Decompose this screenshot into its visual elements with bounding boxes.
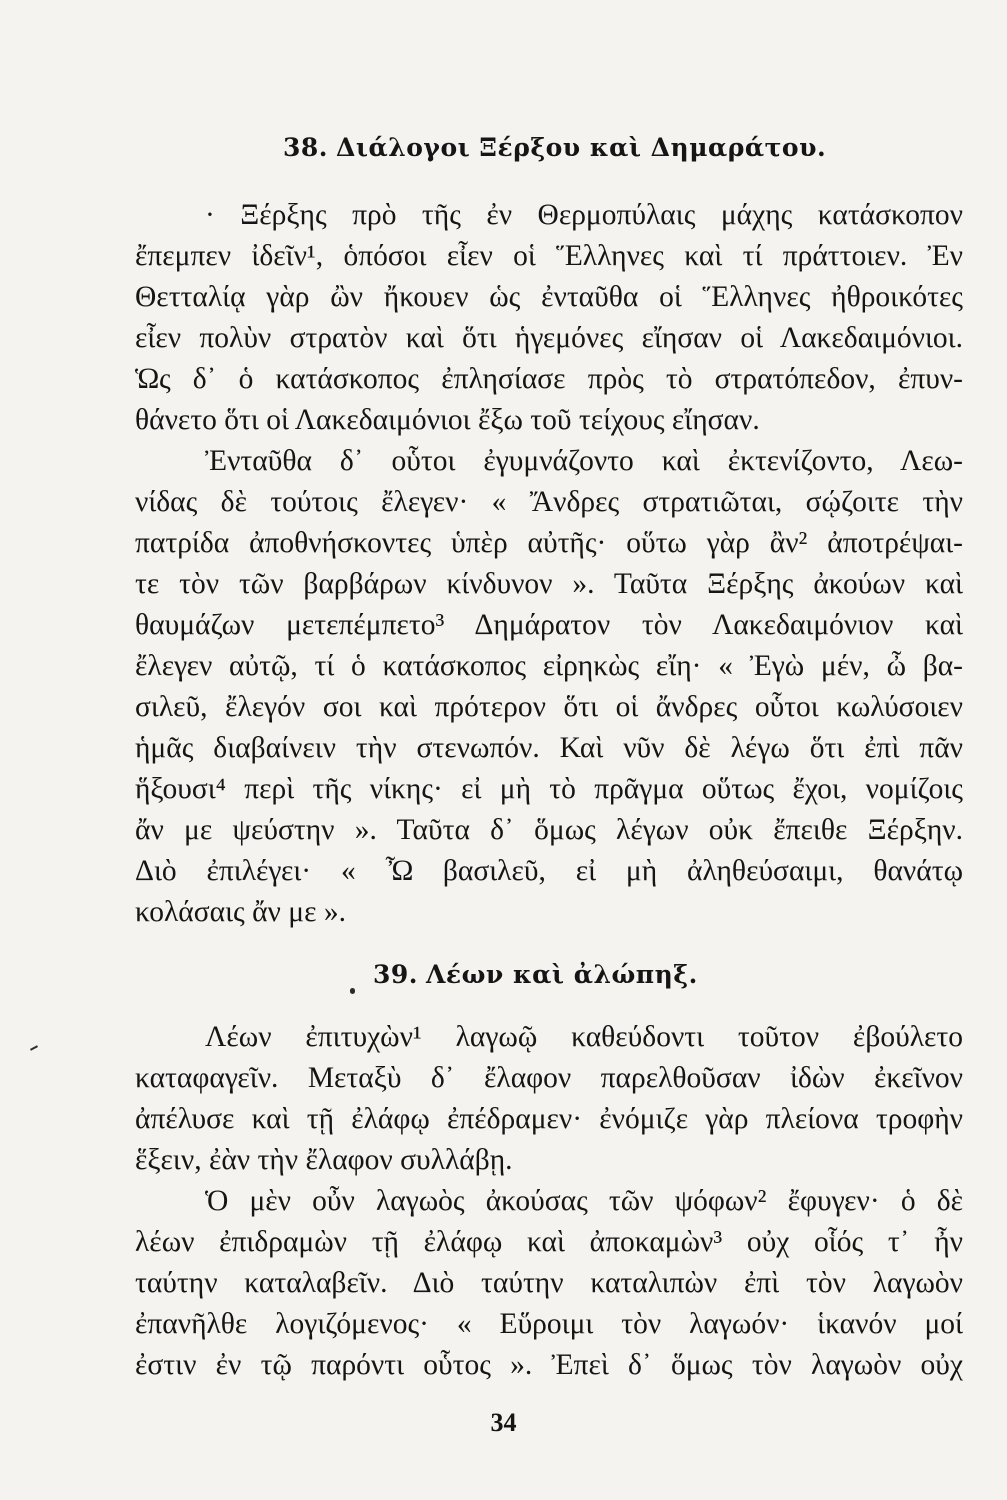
- text-line: θάνετο ὅτι οἱ Λακεδαιμόνιοι ἔξω τοῦ τείχους εἴησαν.: [135, 404, 760, 436]
- text-line: Ὁ μὲν οὖν λαγωὸς ἀκούσας τῶν ψόφων² ἔφυγεν· ὁ δὲ: [205, 1185, 963, 1217]
- text-line: ἡμᾶς διαβαίνειν τὴν στενωπόν. Καὶ νῦν δὲ λέγω ὅτι ἐπὶ πᾶν: [135, 732, 963, 764]
- text-line: Ὡς δ᾽ ὁ κατάσκοπος ἐπλησίασε πρὸς τὸ στρατόπεδον, ἐπυν-: [135, 363, 963, 395]
- text-line: εἶεν πολὺν στρατὸν καὶ ὅτι ἡγεμόνες εἴησαν οἱ Λακεδαιμόνιοι.: [135, 322, 963, 354]
- section-38-text: [135, 195, 963, 933]
- text-line: καταφαγεῖν. Μεταξὺ δ᾽ ἔλαφον παρελθοῦσαν ἰδὼν ἐκεῖνον: [135, 1062, 963, 1094]
- text-line: Ἐνταῦθα δ᾽ οὗτοι ἐγυμνάζοντο καὶ ἐκτενίζοντο, Λεω-: [205, 445, 963, 477]
- text-line: · Ξέρξης πρὸ τῆς ἐν Θερμοπύλαις μάχης κατάσκοπον: [205, 199, 963, 231]
- text-line: ἄν με ψεύστην ». Ταῦτα δ᾽ ὅμως λέγων οὐκ ἔπειθε Ξέρξην.: [135, 814, 963, 846]
- section-39-title: Λέων καὶ ἀλώπηξ.: [426, 960, 698, 989]
- text-line: ἕξειν, ἐὰν τὴν ἔλαφον συλλάβῃ.: [135, 1144, 513, 1176]
- section-39-number: 39.: [373, 960, 418, 989]
- section-38-title: Διάλογοι Ξέρξου καὶ Δημαράτου.: [336, 133, 827, 162]
- text-line: λέων ἐπιδραμὼν τῇ ἐλάφῳ καὶ ἀποκαμὼν³ οὐχ οἷός τ᾽ ἦν: [135, 1226, 963, 1258]
- text-line: νίδας δὲ τούτοις ἔλεγεν· « Ἄνδρες στρατιῶται, σῴζοιτε τὴν: [135, 486, 963, 518]
- section-39-heading: [373, 960, 698, 989]
- text-line: ἔπεμπεν ἰδεῖν¹, ὁπόσοι εἶεν οἱ Ἕλληνες καὶ τί πράττοιεν. Ἐν: [135, 240, 963, 272]
- text-line: ταύτην καταλαβεῖν. Διὸ ταύτην καταλιπὼν ἐπὶ τὸν λαγωὸν: [135, 1267, 963, 1299]
- ink-dot: [350, 988, 355, 994]
- text-line: ἐστιν ἐν τῷ παρόντι οὗτος ». Ἐπεὶ δ᾽ ὅμως τὸν λαγωὸν οὐχ: [135, 1349, 963, 1381]
- ink-mark: [30, 1045, 38, 1051]
- text-line: Διὸ ἐπιλέγει· « Ὦ βασιλεῦ, εἰ μὴ ἀληθεύσαιμι, θανάτῳ: [135, 855, 963, 887]
- text-line: σιλεῦ, ἔλεγόν σοι καὶ πρότερον ὅτι οἱ ἄνδρες οὗτοι κωλύσοιεν: [135, 691, 963, 723]
- section-39-text: [135, 1017, 963, 1386]
- text-line: τε τὸν τῶν βαρβάρων κίνδυνον ». Ταῦτα Ξέρξης ἀκούων καὶ: [135, 568, 963, 600]
- text-line: θαυμάζων μετεπέμπετο³ Δημάρατον τὸν Λακεδαιμόνιον καὶ: [135, 609, 963, 641]
- text-line: ἀπέλυσε καὶ τῇ ἐλάφῳ ἐπέδραμεν· ἐνόμιζε γὰρ πλείονα τροφὴν: [135, 1103, 963, 1135]
- text-line: κολάσαις ἄν με ».: [135, 896, 346, 928]
- text-line: πατρίδα ἀποθνήσκοντες ὑπὲρ αὐτῆς· οὕτω γὰρ ἂν² ἀποτρέψαι-: [135, 527, 963, 559]
- text-line: Λέων ἐπιτυχὼν¹ λαγωῷ καθεύδοντι τοῦτον ἐβούλετο: [205, 1021, 963, 1053]
- text-line: ἔλεγεν αὐτῷ, τί ὁ κατάσκοπος εἰρηκὼς εἴη· « Ἐγὼ μέν, ὦ βα-: [135, 650, 963, 682]
- section-38-heading: [283, 133, 826, 162]
- text-line: ἥξουσι⁴ περὶ τῆς νίκης· εἰ μὴ τὸ πρᾶγμα οὕτως ἔχοι, νομίζοις: [135, 773, 963, 805]
- section-38-number: 38.: [283, 133, 328, 162]
- text-line: Θετταλίᾳ γὰρ ὢν ἤκουεν ὡς ἐνταῦθα οἱ Ἕλληνες ἠθροικότες: [135, 281, 963, 313]
- text-line: ἐπανῆλθε λογιζόμενος· « Εὕροιμι τὸν λαγωόν· ἱκανόν μοί: [135, 1308, 963, 1340]
- page-number: 34: [490, 1408, 517, 1437]
